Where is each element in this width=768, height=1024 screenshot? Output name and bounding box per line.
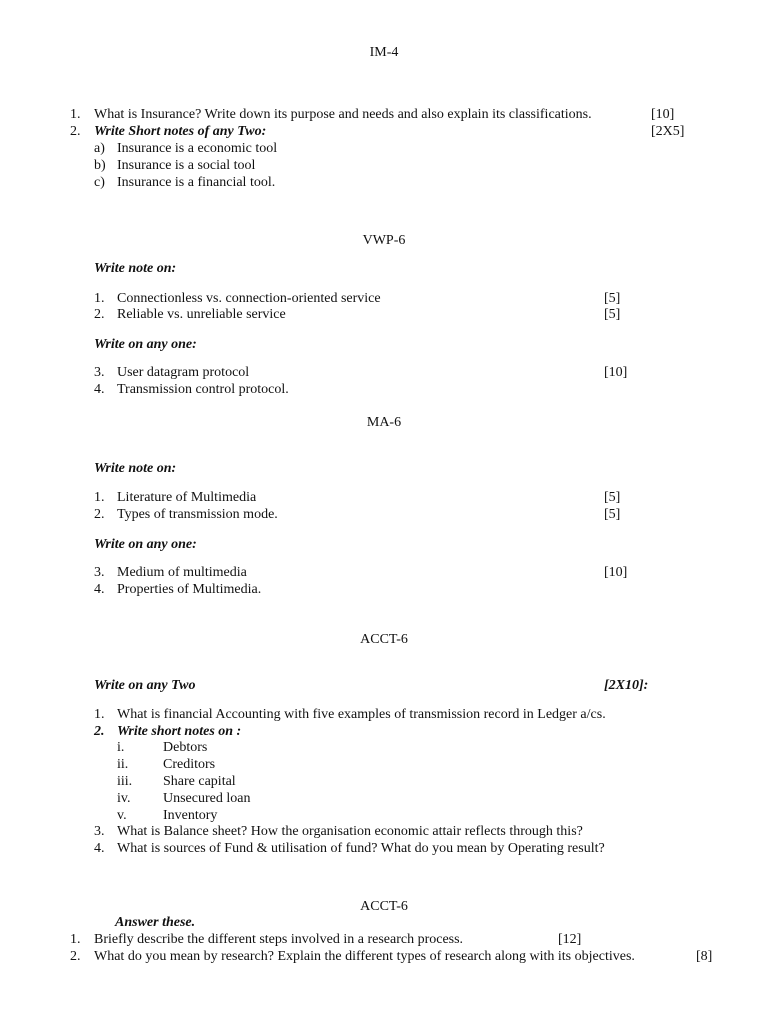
question-text: What do you mean by research? Explain the different types of research along with its objectives.: [94, 949, 635, 964]
acct6-heading: Write on any Two: [94, 678, 196, 693]
sub-item-text: Inventory: [163, 808, 218, 823]
item-marks: [5]: [604, 307, 621, 322]
item-number: 1.: [94, 291, 105, 306]
question-number: 4.: [94, 841, 105, 856]
sub-item-number: iv.: [117, 791, 131, 806]
acct6-second-heading: Answer these.: [115, 915, 196, 930]
item-marks: [10]: [604, 565, 628, 580]
sub-item-text: Insurance is a economic tool: [117, 141, 278, 156]
sub-item-number: b): [94, 158, 106, 173]
section-title-im4: IM-4: [369, 45, 399, 60]
item-number: 2.: [94, 507, 105, 522]
section-title-ma6: MA-6: [366, 415, 402, 430]
item-marks: [10]: [604, 365, 628, 380]
sub-item-number: c): [94, 175, 105, 190]
sub-item-text: Unsecured loan: [163, 791, 251, 806]
sub-item-number: v.: [117, 808, 127, 823]
question-marks: [2X5]: [651, 124, 685, 139]
question-number: 1.: [70, 932, 81, 947]
question-text: Briefly describe the different steps involved in a research process.: [94, 932, 464, 947]
sub-item-text: Share capital: [163, 774, 236, 789]
sub-item-text: Insurance is a social tool: [117, 158, 256, 173]
sub-item-text: Insurance is a financial tool.: [117, 175, 276, 190]
question-marks: [10]: [651, 107, 675, 122]
question-number: 1.: [70, 107, 81, 122]
acct6-heading-marks: [2X10]:: [604, 678, 649, 693]
question-text: Write Short notes of any Two:: [94, 124, 267, 139]
sub-item-number: ii.: [117, 757, 129, 772]
question-text: Write short notes on :: [117, 724, 242, 739]
item-number: 4.: [94, 582, 105, 597]
item-text: Transmission control protocol.: [117, 382, 289, 397]
question-number: 2.: [70, 124, 81, 139]
question-number: 1.: [94, 707, 105, 722]
question-text: What is Insurance? Write down its purpose and needs and also explain its classifications.: [94, 107, 592, 122]
item-text: Connectionless vs. connection-oriented service: [117, 291, 381, 306]
ma6-note-heading: Write note on:: [94, 461, 177, 476]
item-number: 3.: [94, 365, 105, 380]
sub-item-number: i.: [117, 740, 125, 755]
sub-item-number: iii.: [117, 774, 133, 789]
question-number: 2.: [94, 724, 105, 739]
question-number: 2.: [70, 949, 81, 964]
item-marks: [5]: [604, 291, 621, 306]
item-text: Medium of multimedia: [117, 565, 247, 580]
item-number: 4.: [94, 382, 105, 397]
item-text: Properties of Multimedia.: [117, 582, 262, 597]
item-number: 2.: [94, 307, 105, 322]
sub-item-number: a): [94, 141, 105, 156]
sub-item-text: Debtors: [163, 740, 208, 755]
item-marks: [5]: [604, 490, 621, 505]
item-number: 3.: [94, 565, 105, 580]
ma6-any-heading: Write on any one:: [94, 537, 197, 552]
item-text: Types of transmission mode.: [117, 507, 278, 522]
question-marks: [8]: [696, 949, 713, 964]
section-title-acct6-second: ACCT-6: [360, 899, 408, 914]
question-number: 3.: [94, 824, 105, 839]
item-number: 1.: [94, 490, 105, 505]
section-title-vwp6: VWP-6: [362, 233, 406, 248]
question-text: What is financial Accounting with five examples of transmission record in Ledger a/cs.: [117, 707, 606, 722]
item-text: Literature of Multimedia: [117, 490, 257, 505]
question-text: What is Balance sheet? How the organisation economic attair reflects through this?: [117, 824, 583, 839]
vwp6-any-heading: Write on any one:: [94, 337, 197, 352]
question-text: What is sources of Fund & utilisation of fund? What do you mean by Operating result?: [117, 841, 605, 856]
section-title-acct6: ACCT-6: [360, 632, 408, 647]
item-marks: [5]: [604, 507, 621, 522]
vwp6-note-heading: Write note on:: [94, 261, 177, 276]
item-text: User datagram protocol: [117, 365, 250, 380]
sub-item-text: Creditors: [163, 757, 216, 772]
question-marks: [12]: [558, 932, 582, 947]
item-text: Reliable vs. unreliable service: [117, 307, 286, 322]
